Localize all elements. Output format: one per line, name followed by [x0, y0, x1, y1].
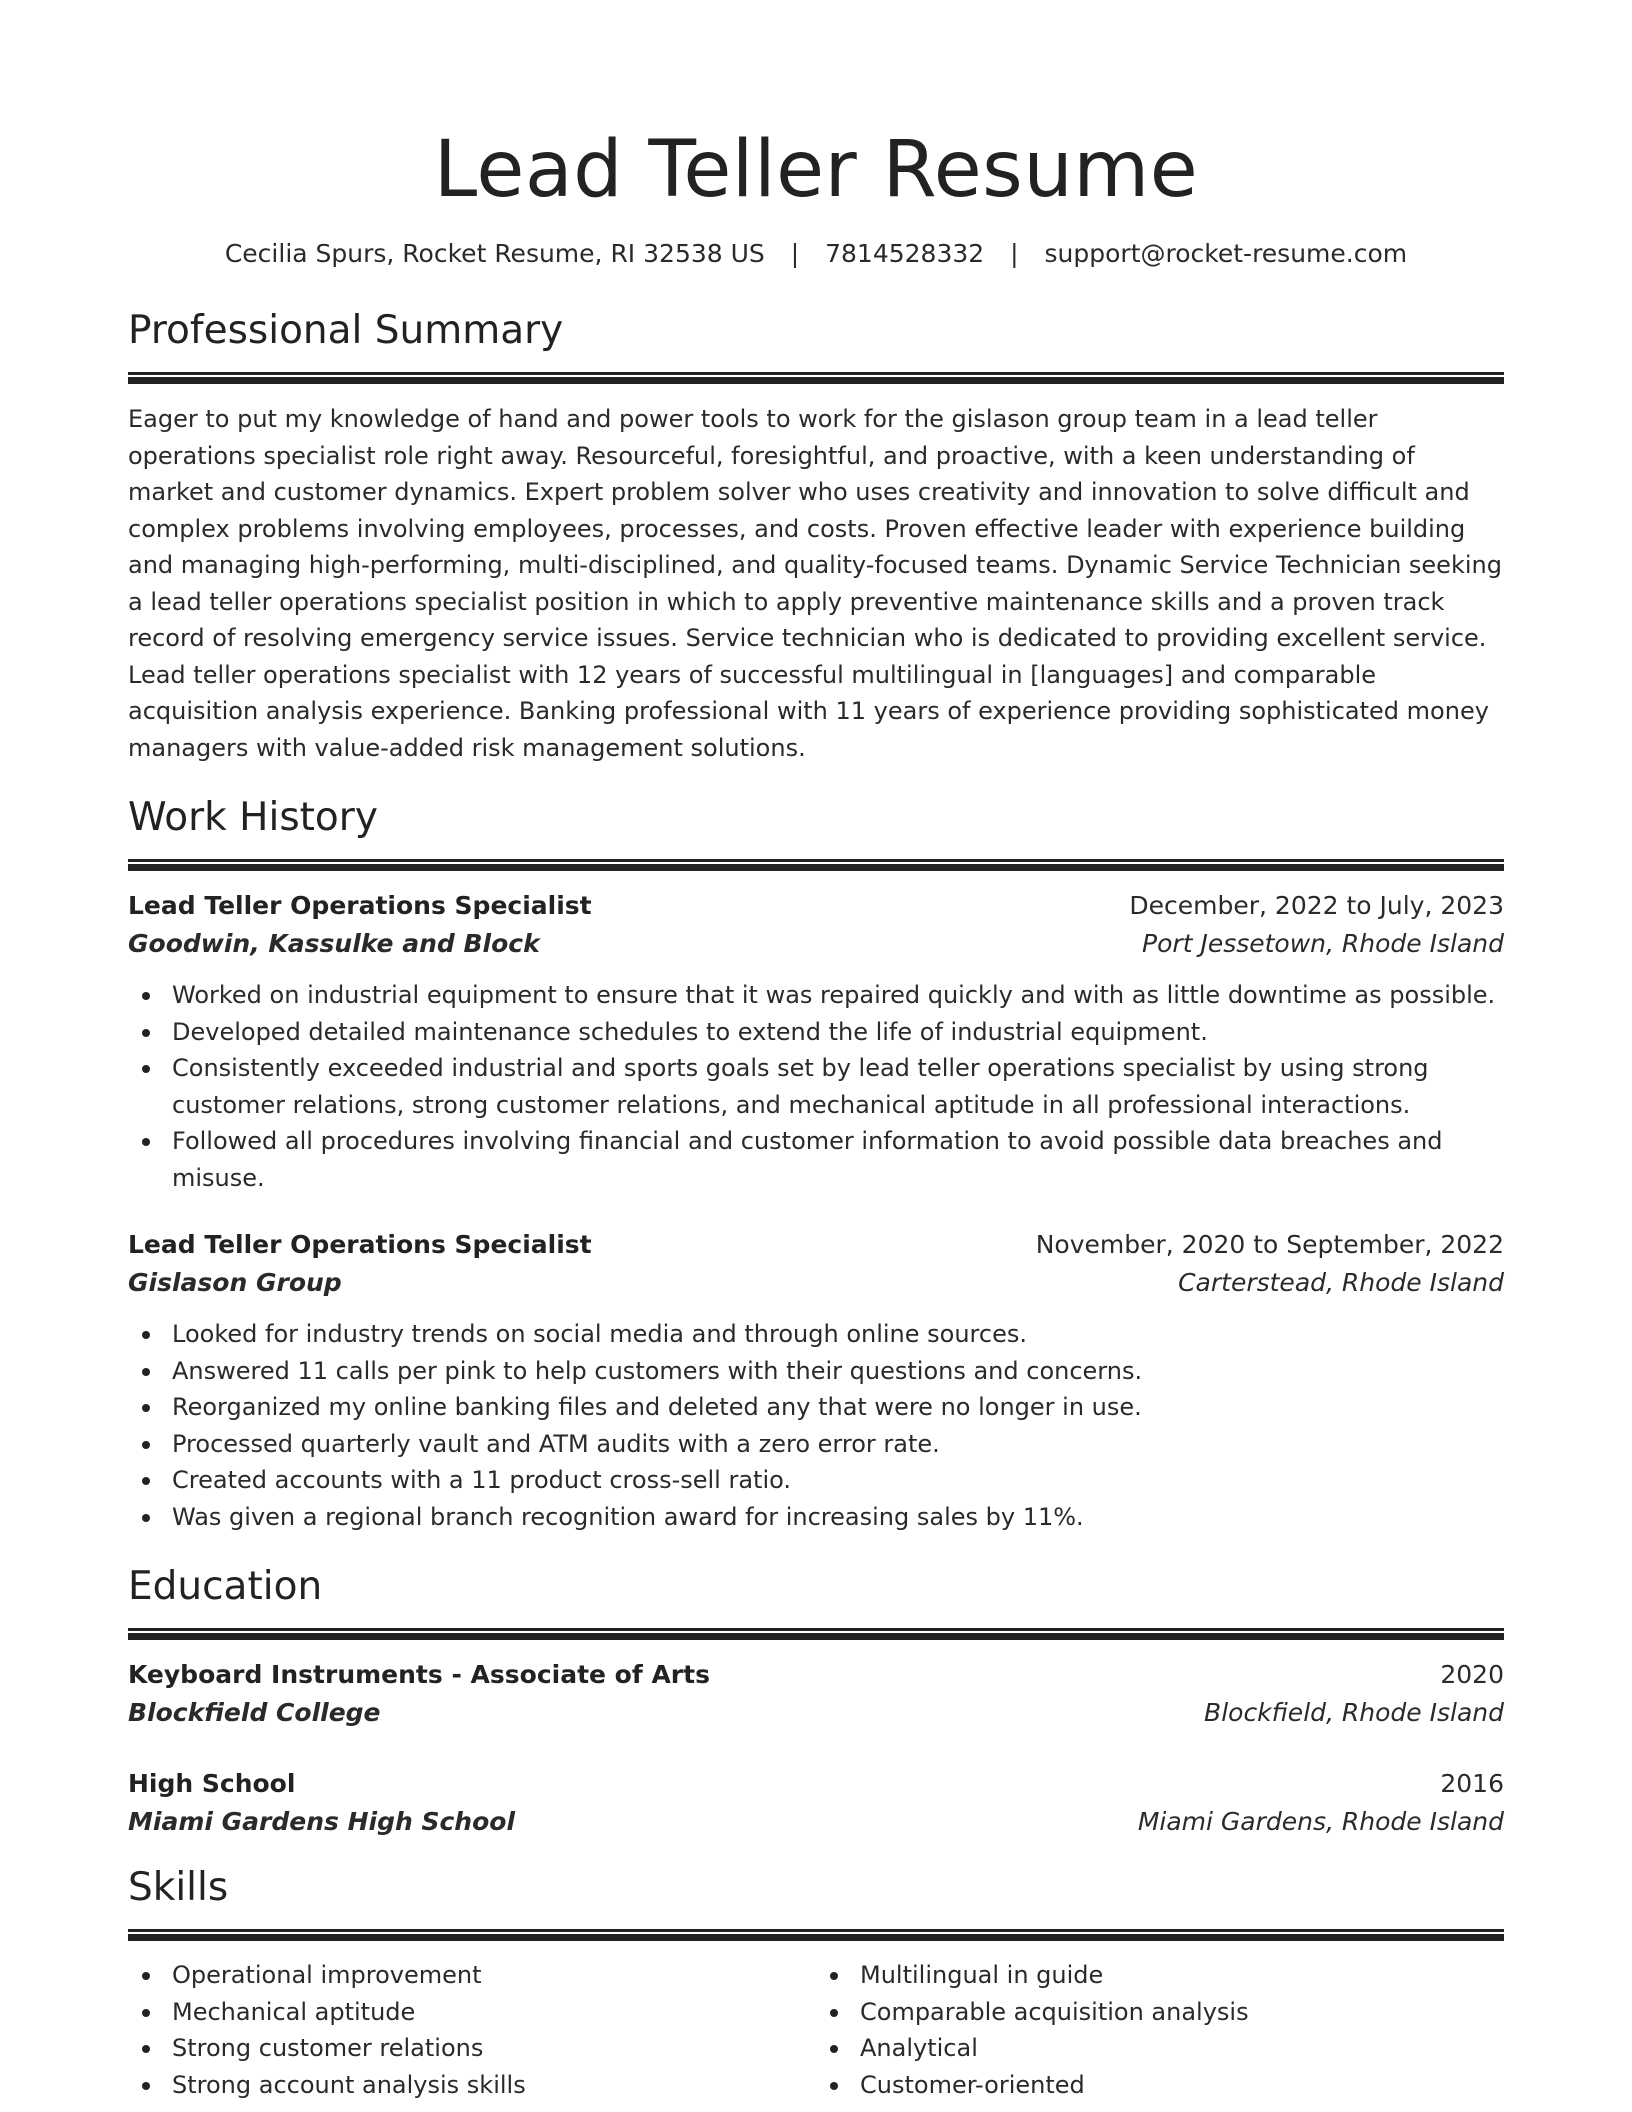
list-item: Looked for industry trends on social media and through online sources.: [128, 1316, 1504, 1353]
skill-item: Mechanical aptitude: [128, 1994, 816, 2031]
section-divider: [128, 1628, 1504, 1640]
job-title: Lead Teller Operations Specialist: [128, 1230, 592, 1259]
skills-grid: [128, 1957, 1504, 2103]
list-item: Worked on industrial equipment to ensure that it was repaired quickly and with as little downtime as possible.: [128, 977, 1504, 1014]
education-year: 2020: [1440, 1660, 1504, 1689]
job-title: Lead Teller Operations Specialist: [128, 891, 592, 920]
skill-item: Analytical: [816, 2030, 1504, 2067]
skill-item: Multilingual in guide: [816, 1957, 1504, 1994]
education-subheader: [128, 1803, 1504, 1841]
section-divider: [128, 372, 1504, 384]
school-name: Blockfield College: [128, 1698, 381, 1727]
list-item: Consistently exceeded industrial and sports goals set by lead teller operations specialist by using strong customer relations, strong customer relations, and mechanical aptitude in all professional interactions.: [128, 1050, 1504, 1123]
job-location: Carterstead, Rhode Island: [1178, 1268, 1504, 1297]
job-header: [128, 887, 1504, 925]
skill-item: Customer-oriented: [816, 2067, 1504, 2104]
education-header: [128, 1765, 1504, 1803]
list-item: Followed all procedures involving financial and customer information to avoid possible data breaches and misuse.: [128, 1123, 1504, 1196]
section-heading-education: Education: [128, 1564, 323, 1609]
job-location: Port Jessetown, Rhode Island: [1142, 929, 1504, 958]
job-bullets: [128, 977, 1504, 1196]
contact-address: Cecilia Spurs, Rocket Resume, RI 32538 US: [224, 239, 765, 268]
job-bullets: [128, 1316, 1504, 1535]
contact-separator: |: [1010, 239, 1019, 268]
education-year: 2016: [1440, 1769, 1504, 1798]
skills-list-left: [128, 1957, 816, 2103]
contact-phone: 7814528332: [825, 239, 985, 268]
degree-title: High School: [128, 1769, 296, 1798]
section-divider: [128, 1929, 1504, 1941]
list-item: Developed detailed maintenance schedules to extend the life of industrial equipment.: [128, 1014, 1504, 1051]
job-subheader: [128, 1264, 1504, 1302]
school-location: Miami Gardens, Rhode Island: [1137, 1807, 1504, 1836]
skill-item: Strong customer relations: [128, 2030, 816, 2067]
work-history-section: [128, 793, 1504, 1535]
education-entry: [128, 1765, 1504, 1841]
school-location: Blockfield, Rhode Island: [1204, 1698, 1504, 1727]
skills-list-right: [816, 1957, 1504, 2103]
job-header: [128, 1226, 1504, 1264]
school-name: Miami Gardens High School: [128, 1807, 516, 1836]
list-item: Reorganized my online banking files and deleted any that were no longer in use.: [128, 1389, 1504, 1426]
skills-section: [128, 1863, 1504, 2103]
education-section: [128, 1562, 1504, 1841]
contact-separator: |: [790, 239, 800, 268]
job-dates: December, 2022 to July, 2023: [1129, 891, 1504, 920]
job-entry: [128, 887, 1504, 1196]
list-item: Answered 11 calls per pink to help customers with their questions and concerns.: [128, 1353, 1504, 1390]
section-heading-work: Work History: [128, 795, 378, 840]
job-dates: November, 2020 to September, 2022: [1035, 1230, 1504, 1259]
contact-email[interactable]: support@rocket-resume.com: [1044, 239, 1408, 268]
skill-item: Operational improvement: [128, 1957, 816, 1994]
section-divider: [128, 859, 1504, 871]
resume-title: Lead Teller Resume: [433, 125, 1199, 215]
job-entry: [128, 1226, 1504, 1535]
education-subheader: [128, 1694, 1504, 1732]
contact-line: [128, 236, 1504, 272]
section-heading-summary: Professional Summary: [128, 308, 564, 353]
job-company: Gislason Group: [128, 1268, 342, 1297]
skill-item: Comparable acquisition analysis: [816, 1994, 1504, 2031]
summary-text: Eager to put my knowledge of hand and power tools to work for the gislason group team in a lead teller operations specialist role right away. Resourceful, foresightful, and proactive, with a keen understanding of market and customer dynamics. Expert problem solver who uses creativity and innovation to solve difficult and complex problems involving employees, processes, and costs. Proven effective leader with experience building and managing high-performing, multi-disciplined, and quality-focused teams. Dynamic Service Technician seeking a lead teller operations specialist position in which to apply preventive maintenance skills and a proven track record of resolving emergency service issues. Service technician who is dedicated to providing excellent service. Lead teller operations specialist with 12 years of successful multilingual in [languages] and comparable acquisition analysis experience. Banking professional with 11 years of experience providing sophisticated money managers with value-added risk management solutions.: [128, 405, 1502, 762]
skill-item: Strong account analysis skills: [128, 2067, 816, 2104]
section-heading-skills: Skills: [128, 1865, 229, 1910]
education-entry: [128, 1656, 1504, 1732]
education-header: [128, 1656, 1504, 1694]
list-item: Processed quarterly vault and ATM audits with a zero error rate.: [128, 1426, 1504, 1463]
job-subheader: [128, 925, 1504, 963]
job-company: Goodwin, Kassulke and Block: [128, 929, 540, 958]
degree-title: Keyboard Instruments - Associate of Arts: [128, 1660, 710, 1689]
list-item: Created accounts with a 11 product cross-sell ratio.: [128, 1462, 1504, 1499]
summary-section: [128, 306, 1504, 766]
list-item: Was given a regional branch recognition award for increasing sales by 11%.: [128, 1499, 1504, 1536]
